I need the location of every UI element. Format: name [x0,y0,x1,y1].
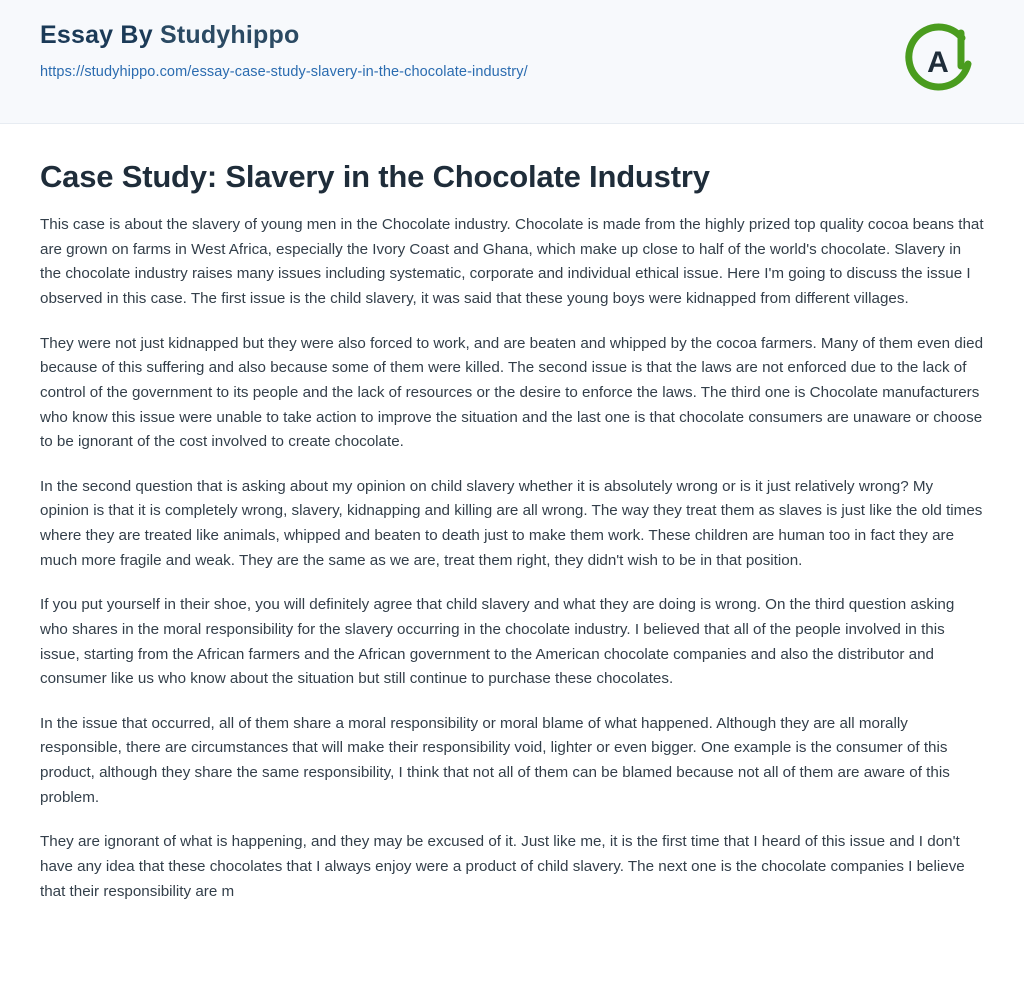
article-paragraph: They were not just kidnapped but they were also forced to work, and are beaten and whipped by the cocoa farmers. Many of them even died because of this suffering and also because some of them were killed. The second issue is that the laws are not enforced due to the lack of control of the government to its people and the lack of resources or the desire to enforce the laws. The third one is Chocolate manufacturers who know this issue were unable to take action to improve the situation and the last one is that chocolate consumers are unaware or choose to be ignorant of the cost involved to create chocolate. [40,334,984,451]
studyhippo-logo [900,20,978,98]
source-url[interactable]: https://studyhippo.com/essay-case-study-slavery-in-the-chocolate-industry/ [40,63,528,80]
page-title: Case Study: Slavery in the Chocolate Industry [40,159,710,194]
site-header [0,0,1024,124]
brand-block [40,22,528,80]
article-paragraph: This case is about the slavery of young men in the Chocolate industry. Chocolate is made from the highly prized top quality cocoa beans that are grown on farms in West Africa, especially the Ivory Coast and Ghana, which make up close to half of the world's chocolate. Slavery in the chocolate industry raises many issues including systematic, corporate and individual ethical issue. Here I'm going to discuss the issue I observed in this case. The first issue is the child slavery, it was said that these young boys were kidnapped from different villages. [40,216,984,308]
article-paragraph: In the second question that is asking about my opinion on child slavery whether it is absolutely wrong or is it just relatively wrong? My opinion is that it is completely wrong, slavery, kidnapping and killing are all wrong. The way they treat them as slaves is just like the old times where they are treated like animals, whipped and beaten to death just to make them work. These children are human too in fact they are much more fragile and weak. They are the same as we are, treat them right, they didn't wish to be in that position. [40,477,983,569]
logo-icon [900,20,978,98]
article-paragraph: They are ignorant of what is happening, and they may be excused of it. Just like me, it is the first time that I heard of this issue and I don't have any idea that these chocolates that I always enjoy were a product of child slavery. The next one is the chocolate companies I believe that their responsibility are m [40,833,965,900]
logo-letter: A [927,46,949,79]
site-title [40,22,528,50]
article-paragraph: If you put yourself in their shoe, you will definitely agree that child slavery and what they are doing is wrong. On the third question asking who shares in the moral responsibility for the slavery occurring in the chocolate industry. I believed that all of the people involved in this issue, starting from the African farmers and the African government to the American chocolate companies and also the distributor and consumer like us who know about the situation but still continue to purchase these chocolates. [40,596,955,688]
article-body [0,124,1024,924]
article-paragraph: In the issue that occurred, all of them share a moral responsibility or moral blame of what happened. Although they are all morally responsible, there are circumstances that will make their responsibility void, lighter or even bigger. One example is the consumer of this product, although they share the same responsibility, I think that not all of them can be blamed because not all of them are aware of this problem. [40,714,950,806]
site-title-name: Studyhippo [159,21,300,49]
site-title-prefix: Essay By [40,21,160,49]
